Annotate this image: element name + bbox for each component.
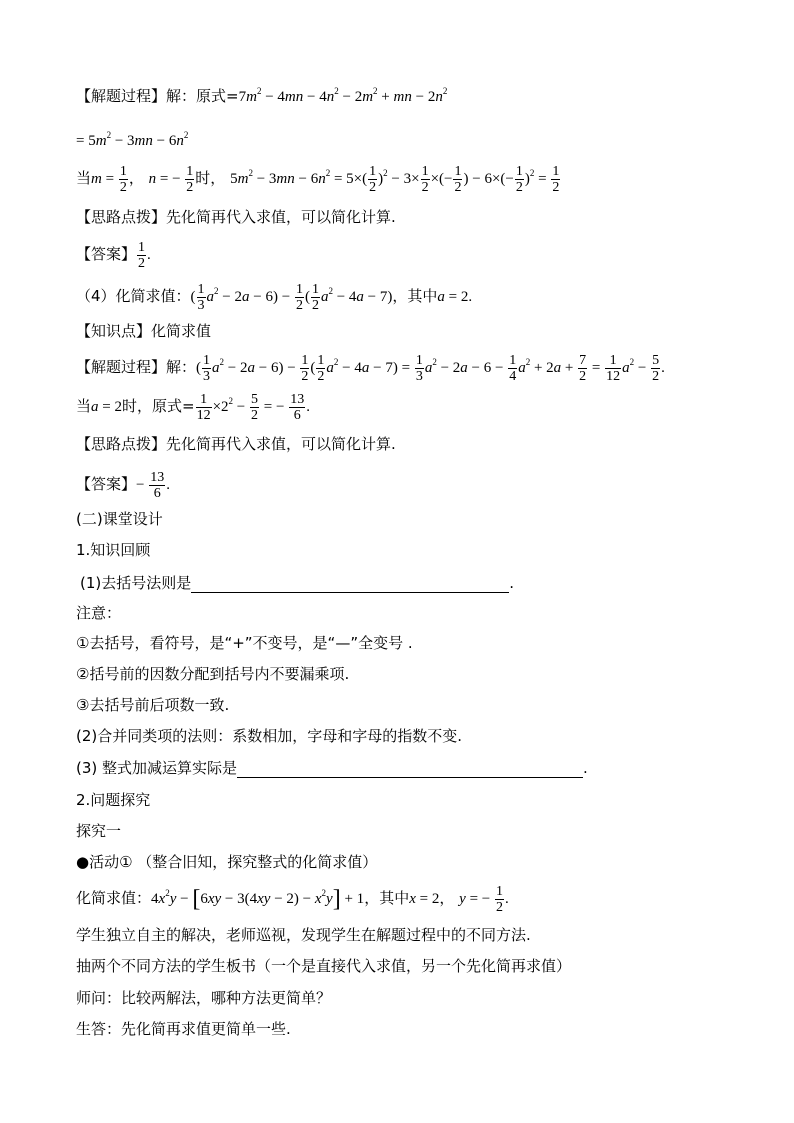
process-label: 【解题过程】 [76,87,167,105]
expression-5: $\frac{1}{12}$ $\times 2^2$ − $\frac{5}{2}$ = − $\frac{13}{6}$ . [196,392,310,423]
student-solve: 学生独立自主的解决，老师巡视，发现学生在解题过程中的不同方法. [76,926,531,944]
yuanshi-text: 原式= [196,87,239,105]
tip-label: 【思路点拨】 [76,208,167,226]
tip-line-2: 【思路点拨】先化简再代入求值，可以简化计算. [76,435,396,453]
section-title: (二)课堂设计 [76,510,163,528]
answer-label: 【答案】 [76,244,137,263]
substitution-line: 当m = $\frac{1}{2}$ ， n = − $\frac{1}{2}$ 时， $5m^2 - 3mn - 6n^2 = 5\times$( $\frac{1}{2}$ )$^2$ − 3× $\frac{1}{2}$ ×(− $\frac{1}{2}$ ) − 6×(− $\frac{1}{2}$ )$^2$ = $\frac{1}{2}$ [76,164,560,195]
activity-1: ●活动① （整合旧知，探究整式的化简求值） [76,853,378,871]
tip-line-1 [76,207,396,227]
expression-3: $5m^2 - 3mn - 6n^2 = 5\times$( $\frac{1}{2}$ )$^2$ − 3× $\frac{1}{2}$ ×(− $\frac{1}{2}$ ) − 6×(− $\frac{1}{2}$ )$^2$ = $\frac{1}{2}$ [230,164,560,195]
expression-4: ( $\frac{1}{3}$ $a^2 - 2a - 6$) − $\frac{1}{2}$ ( $\frac{1}{2}$ $a^2 - 4a - 7$) = $\frac{1}{3}$ $a^2 - 2a - 6$ − $\frac{1}{4}$ $a^2 + 2a$ + $\frac{7}{2}$ = $\frac{1}{12}$ $a^2$ − $\frac{5}{2}$ . [196,353,665,384]
activity-expression: $4x^2y - [6xy - 3(4xy - 2) - x^2y] + 1$ [151,885,365,912]
dang-text: 当 [76,168,92,187]
board-writing: 抽两个不同方法的学生板书（一个是直接代入求值，另一个先化简再求值） [76,957,572,975]
process-line-1 [76,86,447,107]
a-value: a = 2. [437,288,473,305]
activity-question: 化简求值：$4x^2y - [6xy - 3(4xy - 2) - x^2y] + 1$，其中x = 2， y = − $\frac{1}{2}$ . [76,884,509,915]
tip-text: 先化简再代入求值，可以简化计算. [166,208,396,226]
note-2: ②括号前的因数分配到括号内不要漏乘项. [76,665,350,683]
rule-3-blank[interactable] [237,761,583,778]
expression-1: $7m^2 - 4mn - 4n^2 - 2m^2$ + mn − $2n^2$ [238,86,448,105]
process-line-2 [76,130,188,151]
rule-1-blank[interactable] [191,576,509,593]
rule-1-line: (1)去括号法则是 . [80,574,515,592]
substitution-line-2: 当a = 2时，原式= $\frac{1}{12}$ $\times 2^2$ − $\frac{5}{2}$ = − $\frac{13}{6}$ . [76,392,310,423]
answer-line-1 [76,240,151,271]
expression-2: = $5m^2 - 3mn - 6n^2$ [76,130,189,149]
answer-value-2: − $\frac{13}{6}$ . [136,470,170,501]
m-value: m = $\frac{1}{2}$ [91,164,127,195]
review-heading: 1.知识回顾 [76,541,151,559]
knowledge-text: 化简求值 [151,322,212,340]
n-value: n = − $\frac{1}{2}$ [148,164,194,195]
knowledge-line [76,321,211,341]
note-label: 注意： [76,604,122,622]
note-1: ①去括号，看符号，是“+”不变号，是“—”全变号 . [76,634,413,652]
rule-3-line: (3) 整式加减运算实际是 . [76,759,588,777]
answer-line-2: 【答案】− $\frac{13}{6}$ . [76,470,170,501]
note-3: ③去括号前后项数一致. [76,696,230,714]
question-4-line: （4）化简求值：( $\frac{1}{3}$ $a^2 - 2a - 6$) − $\frac{1}{2}$ ( $\frac{1}{2}$ $a^2 - 4a - 7$)，其中a = 2. [76,282,473,313]
q4-prefix: （4）化简求值： [76,286,191,305]
explore-1-heading: 探究一 [76,822,122,840]
rule-2: (2)合并同类项的法则：系数相加，字母和字母的指数不变. [76,727,463,745]
teacher-question: 师问：比较两解法，哪种方法更简单？ [76,989,332,1007]
explore-heading: 2.问题探究 [76,791,151,809]
student-answer: 生答：先化简再求值更简单一些. [76,1020,291,1038]
knowledge-label: 【知识点】 [76,322,152,340]
answer-value-1: $\frac{1}{2}$ . [138,240,151,271]
q4-expression: ( $\frac{1}{3}$ $a^2 - 2a - 6$) − $\frac{1}{2}$ ( $\frac{1}{2}$ $a^2 - 4a - 7$) [190,282,393,313]
process-line-3: 【解题过程】解：( $\frac{1}{3}$ $a^2 - 2a - 6$) − $\frac{1}{2}$ ( $\frac{1}{2}$ $a^2 - 4a - 7$) = $\frac{1}{3}$ $a^2 - 2a - 6$ − $\frac{1}{4}$ $a^2 + 2a$ + $\frac{7}{2}$ = $\frac{1}{12}$ $a^2$ − $\frac{5}{2}$ . [76,353,665,384]
jie-text: 解： [166,87,197,105]
